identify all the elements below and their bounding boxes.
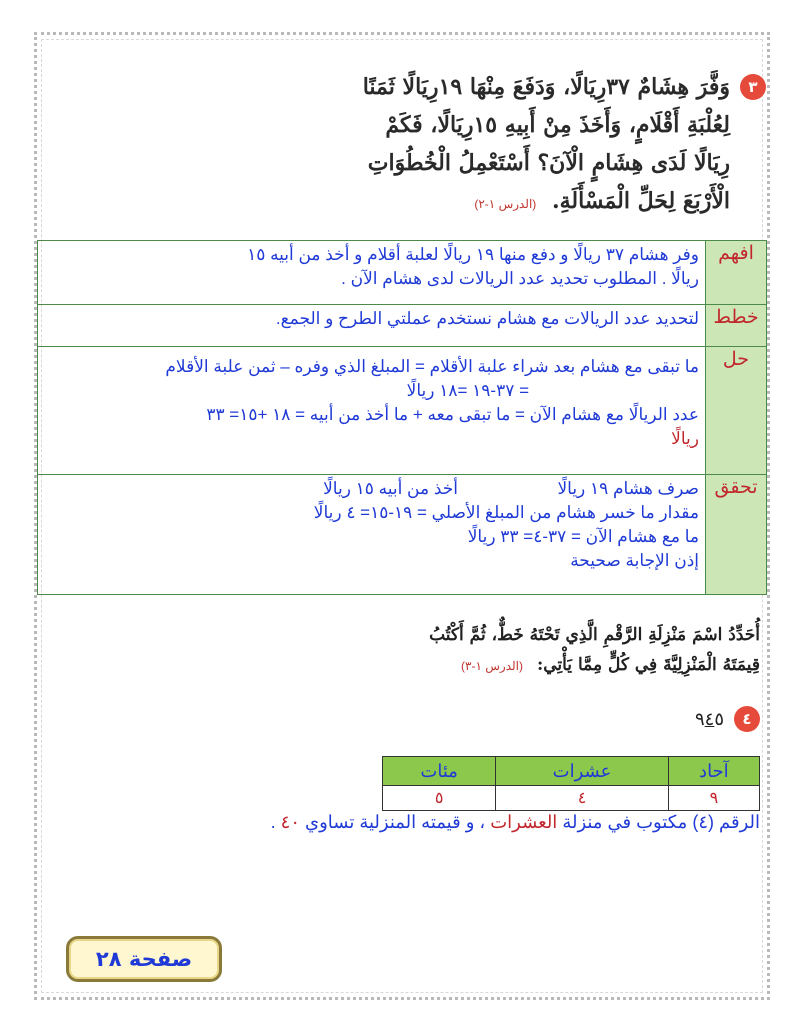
took-text: أخذ من أبيه ١٥ ريالًا: [323, 479, 458, 498]
cell-hundreds: ٥: [383, 786, 496, 811]
header-hundreds: مئات: [383, 757, 496, 786]
step-label-understand: افهم: [706, 241, 767, 305]
problem-number-badge: ٣: [740, 74, 766, 100]
step-label-check: تحقق: [706, 475, 767, 595]
step-label-plan: خطط: [706, 305, 767, 347]
text-line: ما مع هشام الآن = ٣٧-٤= ٣٣ ريالًا: [467, 527, 699, 546]
step-text-plan: [38, 305, 706, 347]
text-line: ما تبقى مع هشام بعد شراء علبة الأقلام = المبلغ الذي وفره – ثمن علبة الأقلام: [165, 357, 699, 376]
instruction: [60, 620, 760, 681]
problem-number-badge: ٤: [734, 706, 760, 732]
text-line: = ٣٧-١٩ =١٨ ريالًا: [406, 381, 529, 400]
step-text-check: [38, 475, 706, 595]
text-line: [44, 477, 699, 501]
step-label-solve: حل: [706, 347, 767, 475]
lesson-reference: (الدرس ١-٢): [474, 197, 537, 211]
result-unit: ريالًا: [671, 429, 699, 448]
answer-text: ، و قيمته المنزلية تساوي: [300, 812, 491, 832]
table-row: [383, 786, 760, 811]
problem-value: [695, 709, 724, 730]
problem-line: وَفَّرَ هِشَامٌ ٣٧رِيَالًا، وَدَفَعَ مِنْهَا ١٩رِيَالًا ثَمَنًا: [362, 74, 730, 100]
answer-text: .: [270, 812, 281, 832]
problem-4-answer: [271, 812, 760, 833]
text-line: [44, 403, 699, 427]
problem-line: رِيَالًا لَدَى هِشَامٍ الْآنَ؟ أَسْتَعْمِلُ الْخُطُوَاتِ: [367, 150, 730, 176]
text-line: لتحديد عدد الريالات مع هشام نستخدم عملتي الطرح و الجمع.: [275, 309, 699, 328]
instruction-text: قِيمَتَهُ الْمَنْزِلِيَّةَ فِي كُلٍّ مِمَّا يَأْتِي:: [536, 655, 760, 675]
table-row: [38, 475, 767, 595]
instruction-line: [60, 650, 760, 681]
spent-text: صرف هشام ١٩ ريالًا: [557, 479, 699, 498]
step-text-understand: [38, 241, 706, 305]
text-line: وفر هشام ٣٧ ريالًا و دفع منها ١٩ ريالًا لعلبة أقلام و أخذ من أبيه ١٥: [247, 245, 699, 264]
answer-place: العشرات: [490, 812, 558, 832]
header-ones: آحاد: [668, 757, 759, 786]
header-tens: عشرات: [496, 757, 668, 786]
cell-ones: ٩: [668, 786, 759, 811]
text-line: مقدار ما خسر هشام من المبلغ الأصلي = ١٩-١٥= ٤ ريالًا: [313, 503, 699, 522]
problem-line: لِعُلْبَةِ أَقْلَامٍ، وَأَخَذَ مِنْ أَبِيهِ ١٥رِيَالًا، فَكَمْ: [385, 112, 730, 138]
sum-text: عدد الريالًا مع هشام الآن = ما تبقى معه + ما أخذ من أبيه = ١٨ +١٥= ٣٣: [206, 405, 699, 424]
table-row: [383, 757, 760, 786]
answer-text: الرقم (٤) مكتوب في منزلة: [557, 812, 760, 832]
step-text-solve: [38, 347, 706, 475]
digit: ٩: [694, 708, 705, 729]
underlined-digit: ٤: [704, 708, 715, 729]
instruction-line: أُحَدِّدُ اسْمَ مَنْزِلَةِ الرَّقْمِ الَّذِي تَحْتَهُ خَطٌّ، ثُمَّ أَكْتُبُ: [429, 625, 760, 645]
text-line: ريالًا . المطلوب تحديد عدد الريالات لدى هشام الآن .: [341, 269, 699, 288]
answer-value: ٤٠: [280, 812, 301, 832]
page-number-badge: صفحة ٢٨: [66, 936, 222, 982]
problem-line-text: الْأَرْبَعَ لِحَلِّ الْمَسْأَلَةِ.: [551, 188, 730, 214]
table-row: [38, 347, 767, 475]
digit: ٥: [714, 708, 724, 729]
table-row: [38, 241, 767, 305]
problem-4: [695, 706, 760, 732]
problem-3: [120, 68, 770, 223]
text-line: إذن الإجابة صحيحة: [570, 551, 699, 570]
cell-tens: ٤: [496, 786, 668, 811]
table-row: [38, 305, 767, 347]
solution-table: [37, 240, 767, 595]
place-value-table: [382, 756, 760, 811]
lesson-reference: (الدرس ١-٣): [461, 659, 524, 673]
problem-line: [120, 182, 730, 223]
